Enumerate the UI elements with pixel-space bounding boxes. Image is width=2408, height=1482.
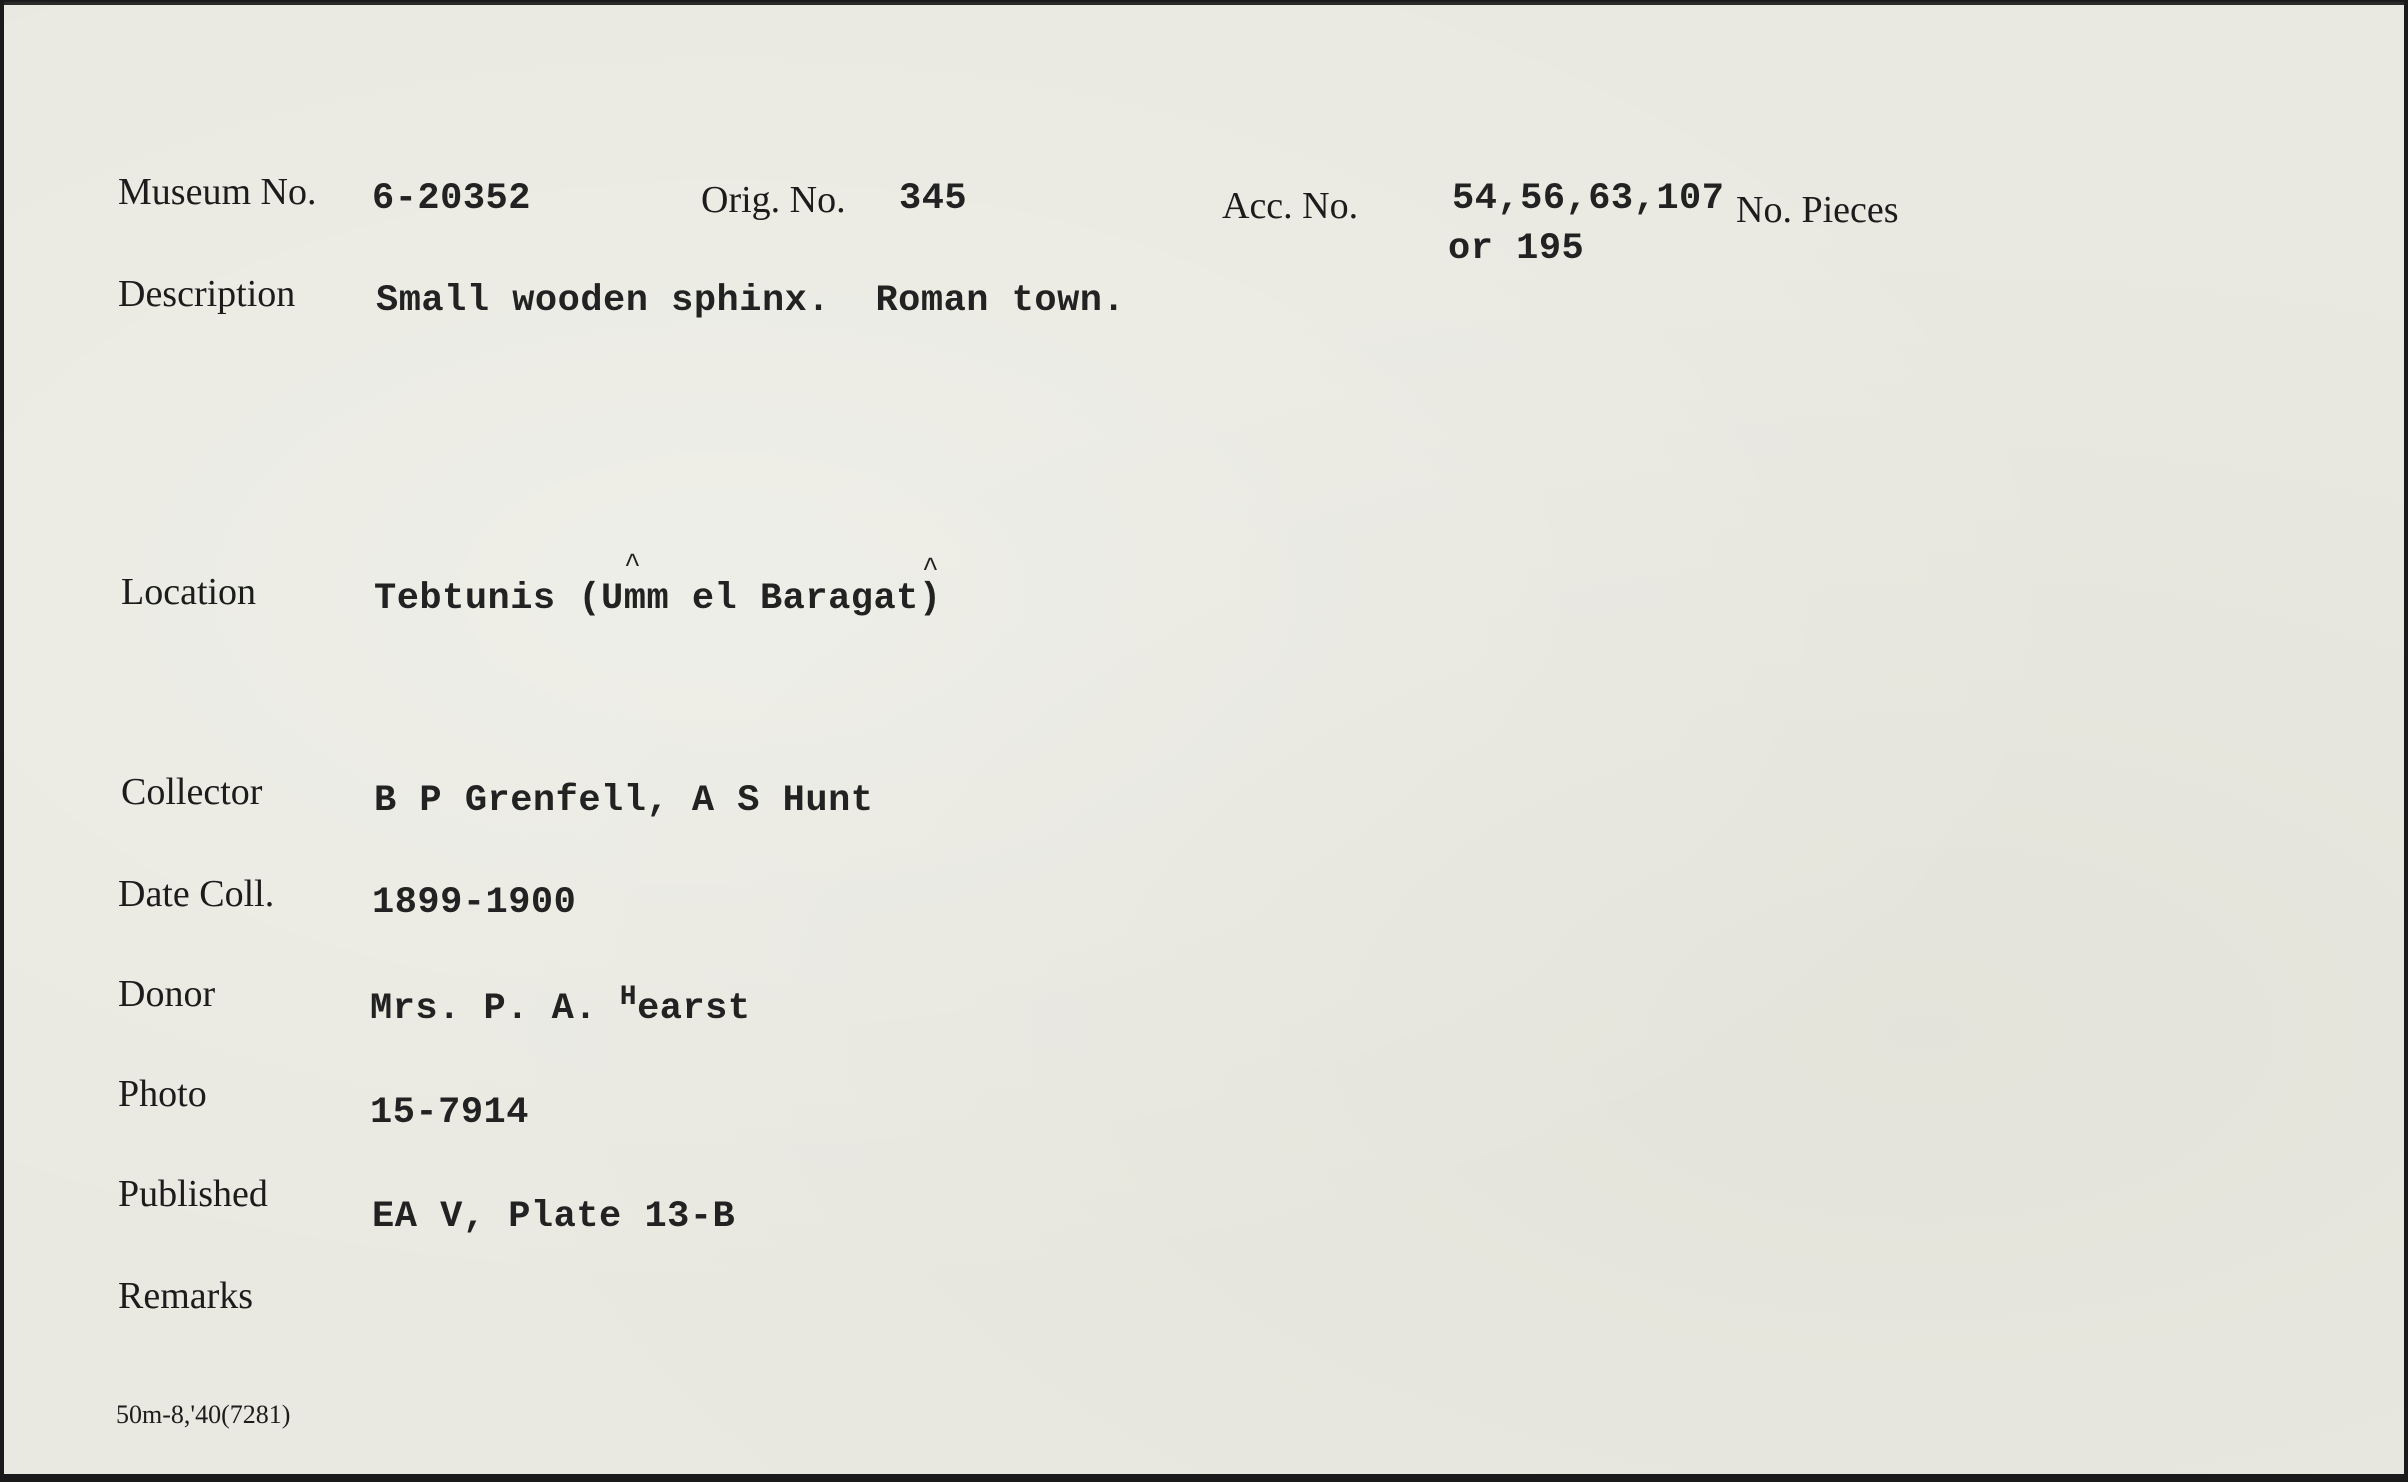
description-value: Small wooden sphinx. Roman town. [376,280,1126,322]
collector-value: B P Grenfell, A S Hunt [374,780,874,822]
photo-label: Photo [118,1073,207,1115]
acc-no-label: Acc. No. [1222,185,1359,227]
print-code: 50m-8,'40(7281) [116,1400,291,1429]
acc-no-value-line2: or 195 [1448,228,1585,270]
donor-value-suffix: earst [637,988,751,1030]
card-top-edge [4,2,2404,5]
location-label: Location [121,571,257,613]
orig-no-value: 345 [899,178,968,220]
donor-value-prefix: Mrs. P. A. [370,988,620,1030]
location-value: Tebtunis (Umm el Baragat) [374,578,942,620]
circumflex-mark: ^ [624,550,641,581]
photo-value: 15-7914 [370,1092,529,1134]
date-coll-label: Date Coll. [118,873,275,915]
remarks-label: Remarks [118,1275,254,1317]
donor-value [370,982,751,1030]
orig-no-label: Orig. No. [701,179,846,221]
published-value: EA V, Plate 13-B [372,1196,736,1238]
museum-no-label: Museum No. [118,171,317,213]
donor-label: Donor [118,973,216,1015]
date-coll-value: 1899-1900 [372,882,577,924]
museum-no-value: 6-20352 [372,178,531,220]
published-label: Published [118,1173,268,1215]
circumflex-mark: ^ [922,554,939,585]
description-label: Description [118,273,296,315]
donor-value-superscript: H [619,982,638,1013]
acc-no-value-line1: 54,56,63,107 [1452,178,1725,220]
no-pieces-label: No. Pieces [1736,189,1899,231]
collector-label: Collector [121,771,263,813]
catalog-card [4,2,2404,1474]
